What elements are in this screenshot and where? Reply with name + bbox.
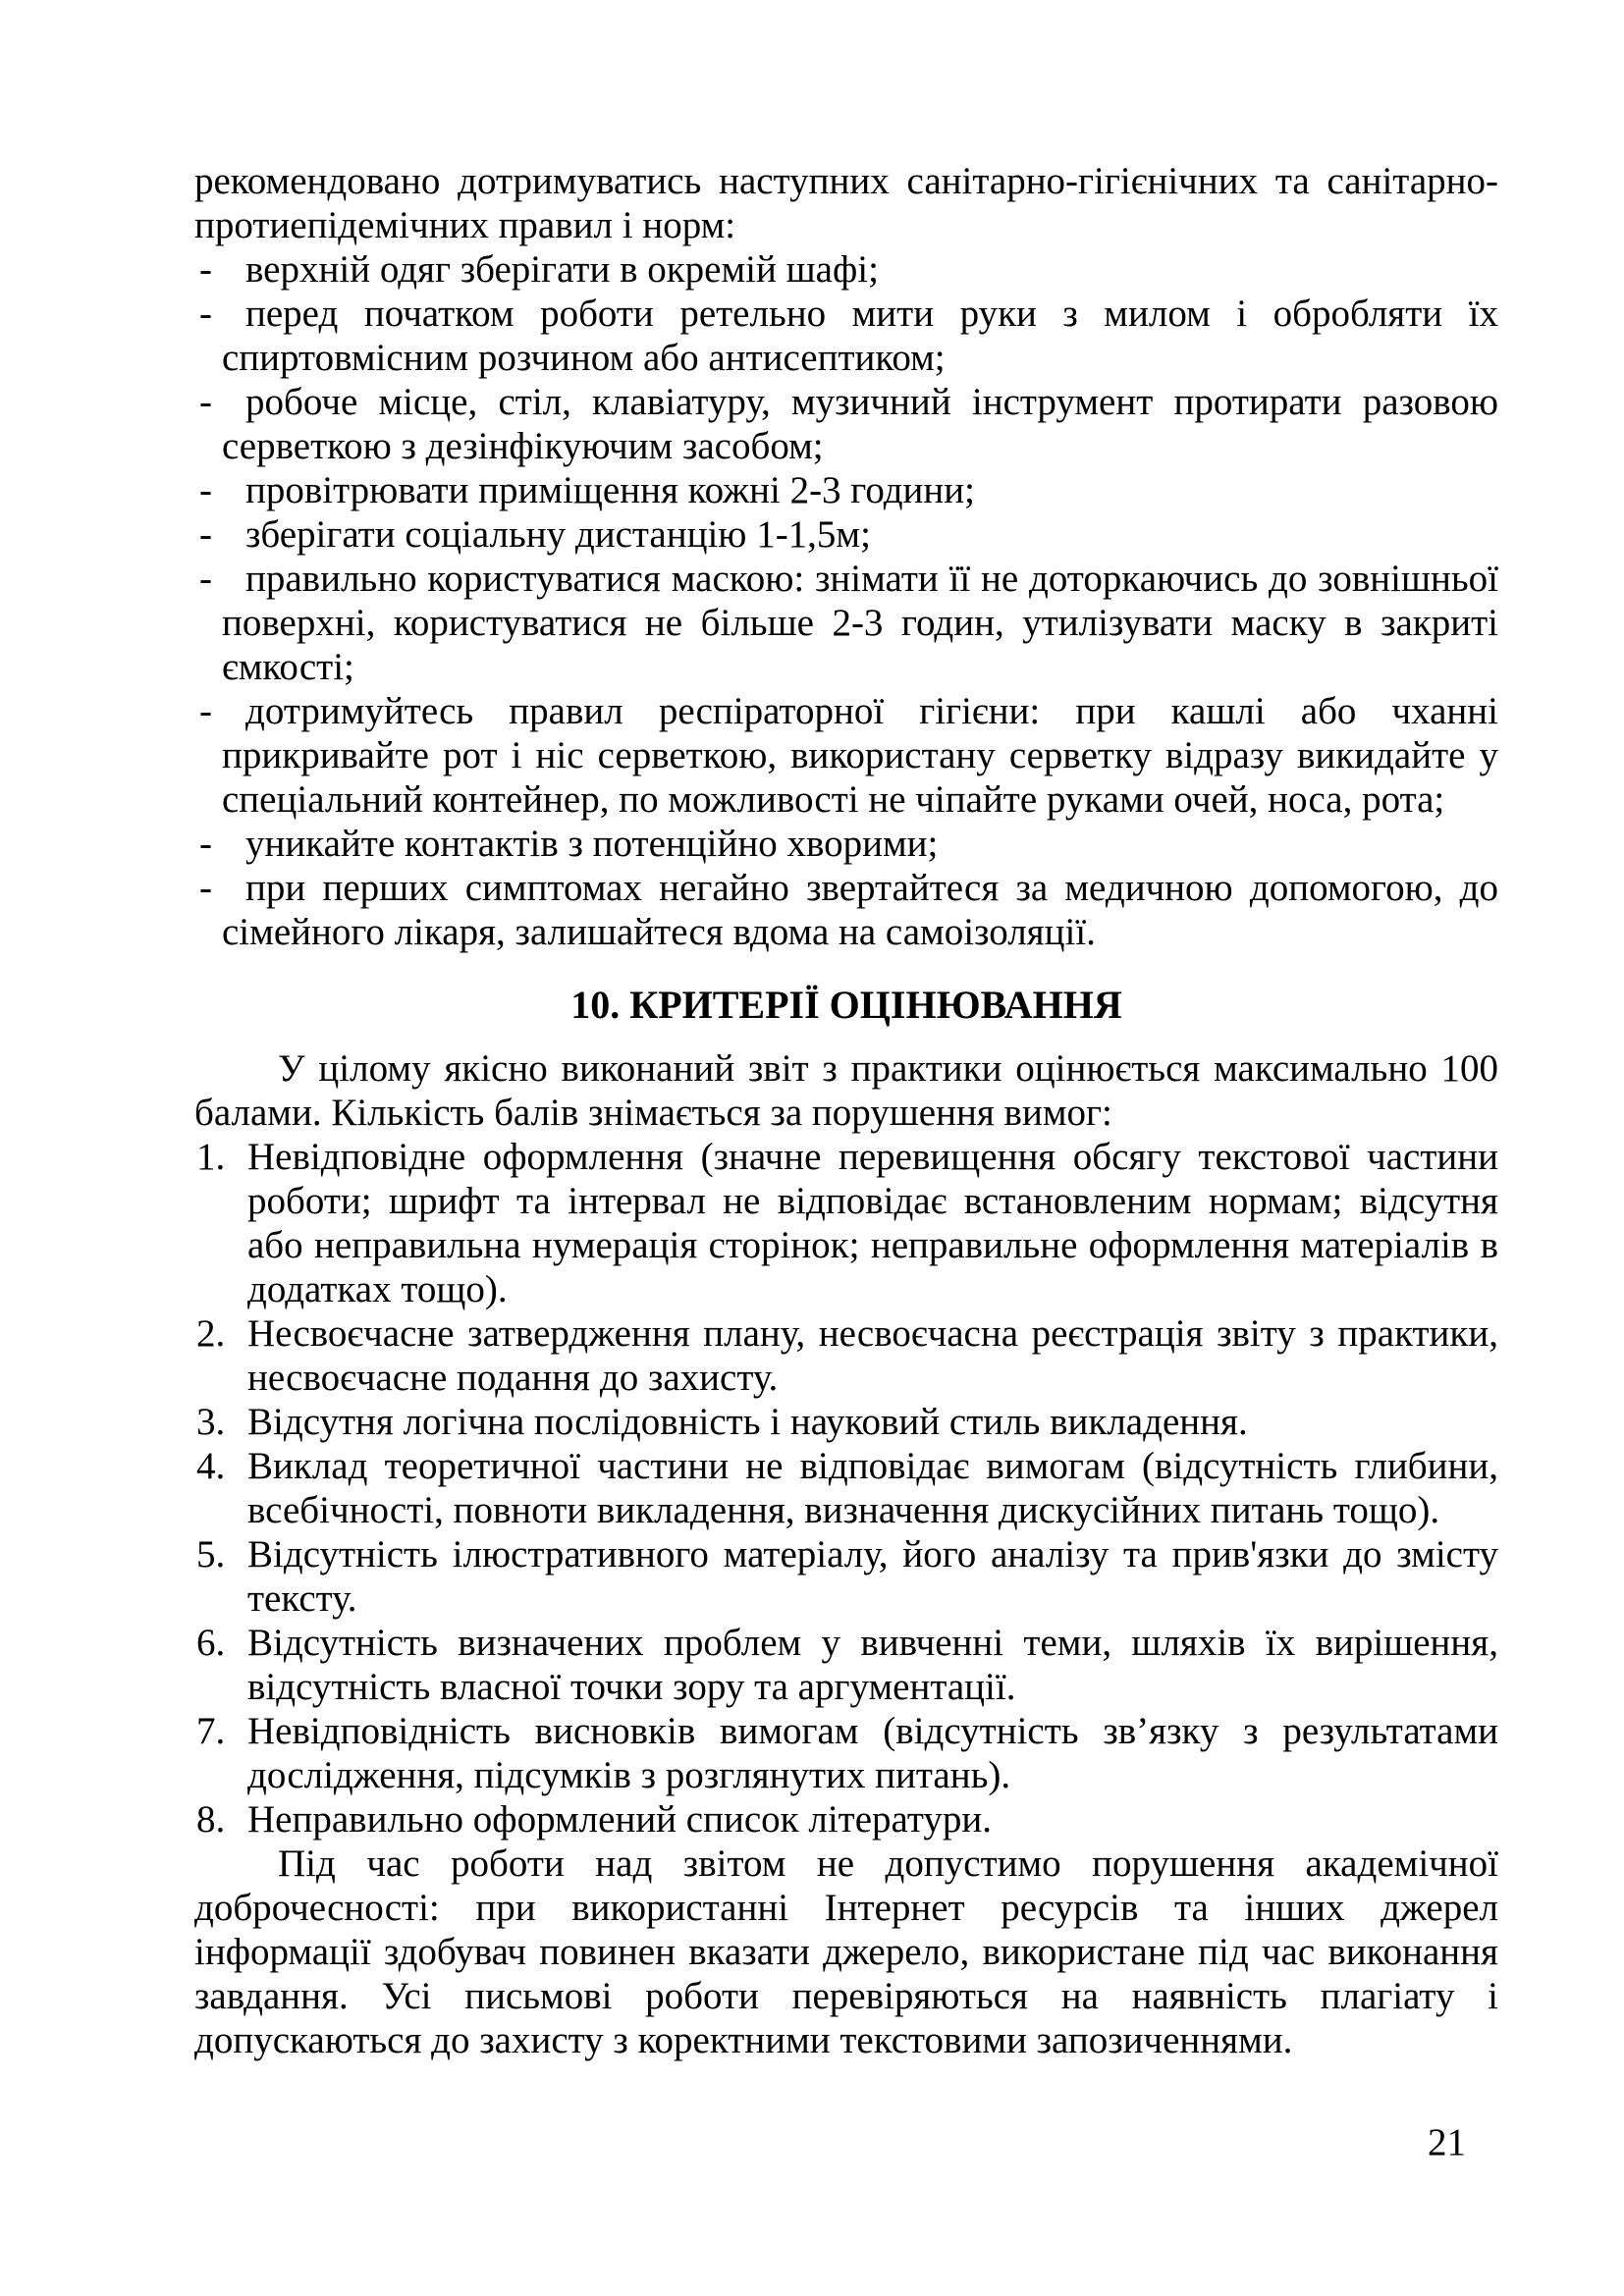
hygiene-rules-list (194, 247, 1498, 954)
item-number: 5. (196, 1533, 226, 1575)
list-item (194, 247, 1498, 292)
bullet-marker: - (199, 690, 212, 732)
numbered-item (194, 1311, 1498, 1400)
numbered-item-text: Невідповідне оформлення (значне перевищення обсягу текстової частини роботи; шрифт та інтервал не відповідає встановленим нормам; відсутня або неправильна нумерація сторінок; неправильне оформлення матеріалів в додатках тощо). (247, 1136, 1498, 1310)
item-number: 2. (196, 1312, 226, 1355)
list-item-text: робоче місце, стіл, клавіатуру, музичний інструмент протирати разовою серветкою з дезінфікуючим засобом; (222, 381, 1498, 467)
item-number: 3. (196, 1401, 226, 1443)
numbered-item-text: Відсутність ілюстративного матеріалу, його аналізу та прив'язки до змісту тексту. (247, 1533, 1498, 1620)
list-item (194, 468, 1498, 512)
item-number: 1. (196, 1136, 226, 1178)
numbered-item (194, 1532, 1498, 1621)
numbered-item (194, 1621, 1498, 1709)
item-number: 8. (196, 1798, 226, 1841)
list-item-text: при перших симптомах негайно звертайтеся за медичною допомогою, до сімейного лікаря, залишайтеся вдома на самоізоляції. (222, 867, 1498, 953)
numbered-item-text: Відсутня логічна послідовність і науковий стиль викладення. (247, 1401, 1248, 1443)
numbered-item (194, 1400, 1498, 1444)
numbered-item (194, 1135, 1498, 1311)
numbered-item (194, 1709, 1498, 1797)
bullet-marker: - (199, 558, 212, 600)
bullet-marker: - (199, 469, 212, 511)
violations-list (194, 1135, 1498, 1842)
section-heading: 10. КРИТЕРІЇ ОЦІНЮВАННЯ (570, 983, 1122, 1027)
item-number: 6. (196, 1622, 226, 1664)
list-item (194, 822, 1498, 866)
numbered-item-text: Неправильно оформлений список літератури. (247, 1798, 992, 1841)
closing-paragraph: Під час роботи над звітом не допустимо порушення академічної доброчесності: при використанні Інтернет ресурсів та інших джерел інформації здобувач повинен вказати джерело, використане під час виконання завдання. Усі письмові роботи перевіряються на наявність плагіату і допускаються до захисту з коректними текстовими запозиченнями. (194, 1842, 1498, 2061)
numbered-item (194, 1797, 1498, 1842)
list-item (194, 512, 1498, 557)
list-item (194, 689, 1498, 822)
item-number: 4. (196, 1445, 226, 1487)
list-item-text: перед початком роботи ретельно мити руки з милом і обробляти їх спиртовмісним розчином або антисептиком; (222, 293, 1498, 379)
numbered-item-text: Невідповідність висновків вимогам (відсутність зв’язку з результатами дослідження, підсумків з розглянутих питань). (247, 1710, 1498, 1796)
list-item (194, 292, 1498, 380)
list-item-text: дотримуйтесь правил респіраторної гігієни: при кашлі або чханні прикривайте рот і ніс серветкою, використану серветку відразу викидайте у спеціальний контейнер, по можливості не чіпайте руками очей, носа, рота; (222, 690, 1498, 821)
item-number: 7. (196, 1710, 226, 1752)
intro-paragraph: рекомендовано дотримуватись наступних санітарно-гігієнічних та санітарно-протиепідемічних правил і норм: (194, 160, 1498, 246)
list-item-text: уникайте контактів з потенційно хворими; (245, 823, 939, 865)
bullet-marker: - (199, 381, 212, 423)
list-item (194, 557, 1498, 689)
numbered-item-text: Виклад теоретичної частини не відповідає вимогам (відсутність глибини, всебічності, повноти викладення, визначення дискусійних питань тощо). (247, 1445, 1498, 1531)
page-number: 21 (1428, 2121, 1466, 2163)
bullet-marker: - (199, 867, 212, 909)
list-item-text: верхній одяг зберігати в окремій шафі; (245, 248, 879, 291)
lead-paragraph: У цілому якісно виконаний звіт з практики оцінюється максимально 100 балами. Кількість балів знімається за порушення вимог: (194, 1047, 1498, 1134)
list-item-text: провітрювати приміщення кожні 2-3 години; (245, 469, 975, 511)
list-item (194, 866, 1498, 954)
list-item-text: правильно користуватися маскою: знімати її не доторкаючись до зовнішньої поверхні, користуватися не більше 2-3 годин, утилізувати маску в закриті ємкості; (222, 558, 1498, 688)
page-content (194, 159, 1498, 2062)
bullet-marker: - (199, 293, 212, 335)
list-item (194, 380, 1498, 468)
numbered-item-text: Несвоєчасне затвердження плану, несвоєчасна реєстрація звіту з практики, несвоєчасне подання до захисту. (247, 1312, 1498, 1399)
bullet-marker: - (199, 823, 212, 865)
numbered-item (194, 1444, 1498, 1532)
bullet-marker: - (199, 248, 212, 291)
bullet-marker: - (199, 513, 212, 556)
list-item-text: зберігати соціальну дистанцію 1-1,5м; (245, 513, 871, 556)
numbered-item-text: Відсутність визначених проблем у вивченні теми, шляхів їх вирішення, відсутність власної точки зору та аргументації. (247, 1622, 1498, 1708)
